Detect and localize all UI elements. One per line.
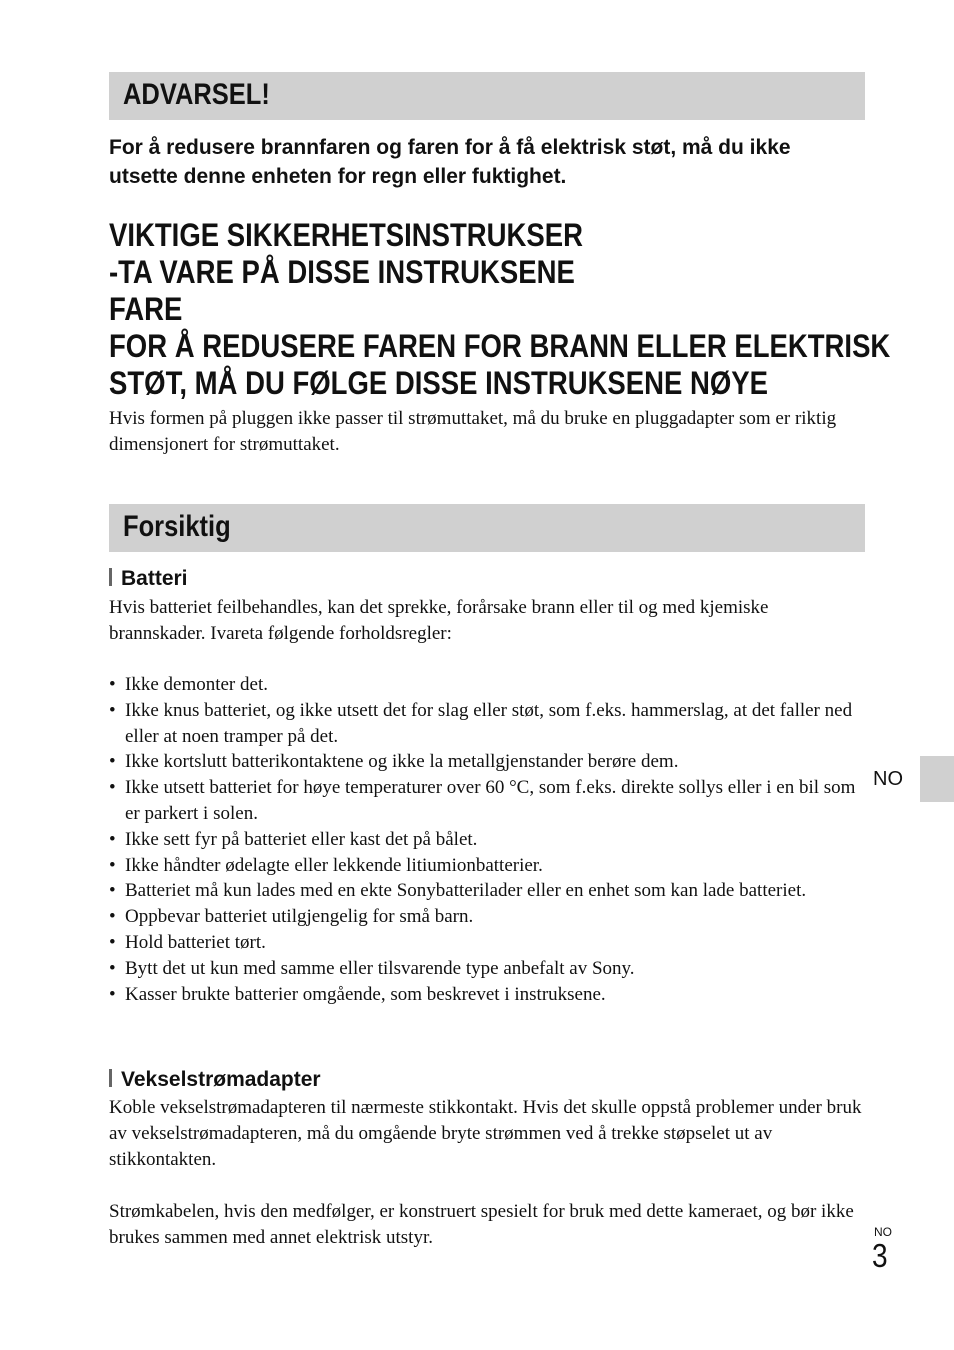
bullet-icon: • [109,674,116,695]
list-item [109,853,865,879]
bullet-icon: • [109,931,116,953]
list-item [109,982,865,1008]
bullet-icon: • [109,880,116,902]
list-item [109,749,865,775]
bullet-icon: • [109,699,116,721]
bullet-icon: • [109,906,116,928]
bullet-icon: • [109,777,116,799]
list-item [109,930,865,956]
list-item-text: Oppbevar batteriet utilgjengelig for små barn. [125,906,474,928]
side-language-label: NO [873,768,903,790]
list-item-text: Hold batteriet tørt. [125,931,266,953]
side-tab [920,756,954,802]
list-item-text: Kasser brukte batterier omgående, som beskrevet i instruksene. [125,983,606,1005]
list-item [109,698,865,750]
list-item-text: Ikke utsett batteriet for høye temperaturer over 60 °C, som f.eks. direkte sollys eller i en bil som er parkert i solen. [125,777,856,824]
list-item [109,956,865,982]
caution-heading: Forsiktig [123,510,231,543]
headline-line-1: VIKTIGE SIKKERHETSINSTRUKSER [109,217,584,253]
adapter-subheading [109,1067,321,1093]
list-item-text: Ikke håndter ødelagte eller lekkende litiumionbatterier. [125,854,543,876]
headline-line-4: FOR Å REDUSERE FAREN FOR BRANN ELLER ELEKTRISK [109,328,891,364]
list-item-text: Ikke sett fyr på batteriet eller kast det på bålet. [125,828,478,850]
list-item-text: Batteriet må kun lades med en ekte Sonybatterilader eller en enhet som kan lade batteriet. [125,880,807,902]
headline-line-5: STØT, MÅ DU FØLGE DISSE INSTRUKSENE NØYE [109,365,769,401]
bullet-icon: • [109,854,116,876]
adapter-title: Vekselstrømadapter [121,1068,321,1091]
battery-title: Batteri [121,567,188,590]
subheading-marker [109,1069,112,1087]
bullet-icon: • [109,983,116,1005]
list-item [109,672,865,698]
battery-subheading [109,566,188,592]
adapter-paragraph-1: Koble vekselstrømadapteren til nærmeste stikkontakt. Hvis det skulle oppstå problemer under bruk av vekselstrømadapteren, må du omgående bryte strømmen ved å trekke støpselet ut av stikkontakten. [109,1097,862,1170]
adapter-paragraph-2: Strømkabelen, hvis den medfølger, er konstruert spesielt for bruk med dette kameraet, og bør ikke brukes sammen med annet elektrisk utstyr. [109,1201,854,1248]
warning-text: For å redusere brannfaren og faren for å få elektrisk støt, må du ikke utsette denne enheten for regn eller fuktighet. [109,136,791,188]
list-item-text: Ikke knus batteriet, og ikke utsett det for slag eller støt, som f.eks. hammerslag, at det faller ned eller at noen tramper på det. [125,699,853,747]
list-item [109,827,865,853]
headline-line-2: -TA VARE PÅ DISSE INSTRUKSENE [109,254,575,290]
list-item-text: Ikke kortslutt batterikontaktene og ikke la metallgjenstander berøre dem. [125,751,679,773]
footer-language: NO [874,1225,892,1239]
warning-heading-bar [109,72,865,120]
bullet-icon: • [109,751,116,773]
list-item [109,775,865,827]
list-item-text: Ikke demonter det. [125,674,268,695]
list-item-text: Bytt det ut kun med samme eller tilsvarende type anbefalt av Sony. [125,957,635,979]
warning-heading: ADVARSEL! [123,78,270,111]
headline-line-3: FARE [109,291,183,327]
bullet-icon: • [109,957,116,979]
caution-heading-bar [109,504,865,552]
subheading-marker [109,568,112,586]
page-number: 3 [872,1237,888,1274]
battery-intro: Hvis batteriet feilbehandles, kan det sprekke, forårsake brann eller til og med kjemiske brannskader. Ivareta følgende forholdsregler: [109,597,769,644]
list-item [109,904,865,930]
plug-adapter-text: Hvis formen på pluggen ikke passer til strømuttaket, må du bruke en pluggadapter som er riktig dimensjonert for strømuttaket. [109,408,837,455]
battery-precautions-list [109,672,865,1007]
list-item [109,878,865,904]
bullet-icon: • [109,828,116,850]
